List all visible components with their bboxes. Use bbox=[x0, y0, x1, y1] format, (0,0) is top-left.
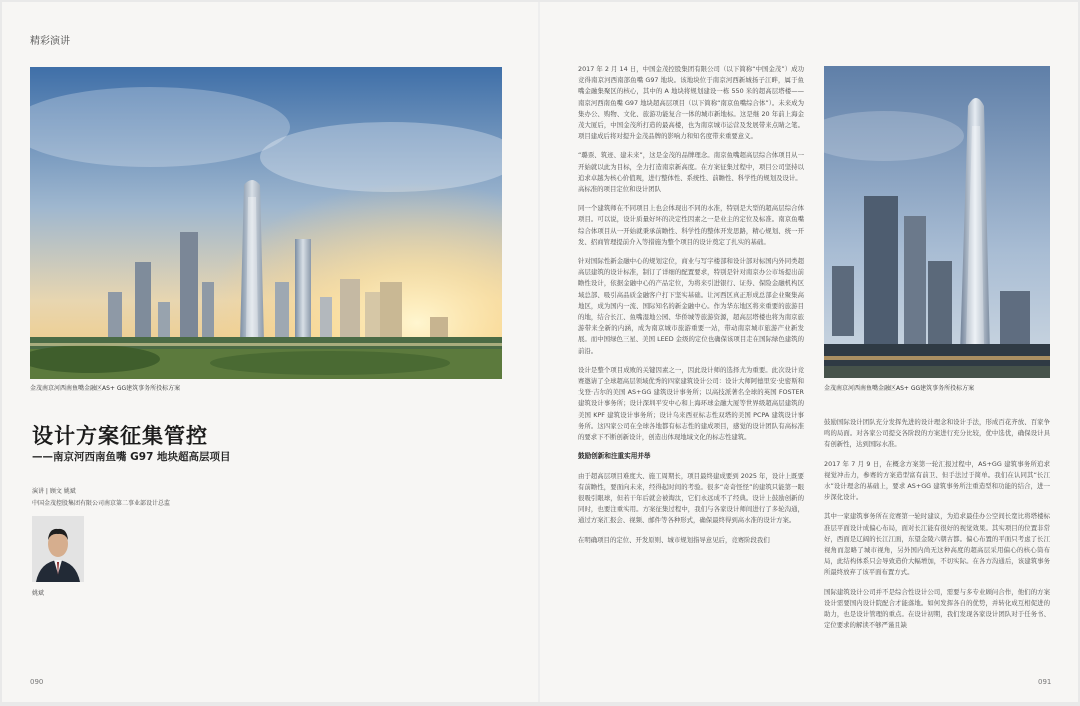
skyline-rendering-photo bbox=[30, 67, 502, 379]
paragraph: 高标准的项目定位和设计团队 bbox=[578, 185, 662, 194]
paragraph: 鼓励国际设计团队充分发挥先进的设计理念和设计手法，形成百花齐放、百家争鸣的局面。对各家公司提交各阶段的方案进行充分比较，优中选优，确保设计具有创新性，达到国际水准。 bbox=[824, 418, 1050, 449]
paragraph: 其中一家建筑事务所在竞赛第一轮时建议，为追求最佳办公空间长宽比将塔楼标准层平面设计成偏心布局，面对长江能有很好的视觉效果。其实项目的位置非常好，西面是辽阔的长江江面，东望金陵六朝古都。偏心布置的平面只考虑了长江视角而忽略了城市视角，另外国内尚无这种高度的超高层采用偏心的核心筒布局，此结构体系只会导致造价大幅增加，不切实际。在各方沟通后，该建筑事务所最终放弃了该平面布置方式。 bbox=[824, 512, 1050, 577]
left-page bbox=[2, 2, 538, 702]
paragraph: 国际建筑设计公司并不是综合性设计公司，需要与多专业顾问合作，他们的方案设计需要国内设计院配合才能落地。如何发挥各自的优势，并转化成互相促进的助力，也是设计管理的重点。在设计初期，我们发现各家设计团队对于任务书、定位要求的解读不够严谨且缺 bbox=[824, 587, 1050, 630]
paragraph: 设计是整个项目成败的关键因素之一，因此设计师的选择尤为重要。此次设计竞赛邀请了全球超高层领域优秀的四家建筑设计公司：设计大师阿德里安·史密斯和戈登·吉尔的美国 AS+GG 建筑设计事务所；以高技派著名全球的英国 FOSTER 建筑设计事务所；设计深圳平安中心和上海环球金融大厦等世界级超高层建筑的美国 KPF 建筑设计事务所；设计乌来西亚标志性双塔的美国 PCPA 建筑设计事务所。这四家公司在全球各地都有标志性的建成项目，感觉的设计团队有高标准的要求下不断创新设计，创造出体现地域文化的标志性建筑。 bbox=[578, 365, 804, 442]
speaker-name: 姚斌 bbox=[32, 590, 45, 597]
organization-line: 中国金茂控股集团有限公司南京第二事业部设计总监 bbox=[32, 500, 171, 507]
paragraph: 针对国际性新金融中心的规划定位，商业与写字楼部和设计部对标国内外同类超高层建筑的设计标准，制订了详细的配置要求，特别是针对南京办公市场提出前瞻性设计，依据金融中心的产品定位，为将来引进银行、证券、保险金融机构区域总部、吸引高品质金融客户打下坚实基础。让河西区真正形成总部企业聚集高地区，成为国内一流、国际知名的新金融中心。作为华东地区将来重要的旅游目的地，结合长江、鱼嘴湿地公园、华侨城等旅游资源，超高层塔楼也将为南京旅游带来全新的内涵，成为南京城市旅游重要一站，带动南京城市旅游产业新发展。而中国绿色三星、美国 LEED 金级的定位也确保该项目走在国际绿色建筑的前沿。 bbox=[578, 257, 804, 355]
text-column-2 bbox=[824, 417, 1050, 639]
page-number-right: 091 bbox=[1038, 678, 1052, 686]
right-page bbox=[540, 2, 1078, 702]
speaker-portrait bbox=[32, 516, 84, 582]
paragraph: 2017 年 2 月 14 日，中国金茂控股集团有限公司（以下简称“中国金茂”）成功竞得南京河西南部鱼嘴 G97 地块。该地块位于南京河西新城扬子江畔，属于鱼嘴金融集聚区的核心，其中的 A 地块将规划建设一栋 550 米的超高层塔楼——南京河西南鱼嘴 G97 地块超高层项目（以下简称“南京鱼嘴综合体”）。未来成为集办公、购物、文化、旅游功能复合一体的城市新地标。这是继 20 年前上海金茂大厦后，中国金茂所打造的最高楼，也为南京城市运营及发展带来点睛之笔。项目建成后将对提升金茂品牌的影响力和知名度带来重要意义。 bbox=[578, 65, 804, 141]
photo-caption: 金茂南京河西南鱼嘴金融区AS+ GG建筑事务所投标方案 bbox=[824, 385, 975, 392]
tower-rendering-photo bbox=[824, 66, 1050, 378]
section-label: 精彩演讲 bbox=[30, 36, 70, 47]
text-column-1 bbox=[578, 64, 804, 554]
paragraph: 同一个建筑师在不同项目上也会体现出不同的水准，特别是大型的超高层综合体项目。可以说，设计质量好坏的决定性因素之一是业主的定位及标准。南京鱼嘴综合体项目从一开始就秉承前瞻性、科学性的整体开发思路，精心规划、统一开发、招商管理提前介入等措施为整个项目的设计奠定了扎实的基础。 bbox=[578, 204, 804, 246]
paragraph: 由于超高层项目难度大、施工周期长，项目最终建成要到 2025 年，设计上既要有前瞻性，要面向未来，经得起时间的考验。很多“奇奇怪怪”的建筑只能第一眼很吸引眼球，但若干年后就会被淘汰，它们永远成不了经典。设计上鼓励创新的同时，也要注重实用。方案征集过程中，我们与各家设计师间进行了多轮沟通，通过方案汇报会、视频、邮件等各种形式，确保最终得到高水准的设计方案。 bbox=[578, 471, 804, 525]
speaker-line: 演讲 | 顾文 姚斌 bbox=[32, 488, 76, 495]
article-subtitle: ——南京河西南鱼嘴 G97 地块超高层项目 bbox=[32, 451, 231, 463]
paragraph: 2017 年 7 月 9 日，在概念方案第一轮汇报过程中，AS+GG 建筑事务所追求视觉冲击力，参赛的方案造型富有前卫、但手法过于简单。我们在认同其“长江水”设计理念的基础上，要求 AS+GG 建筑事务所注重造型和功能的结合，进一步深化设计。 bbox=[824, 459, 1050, 502]
paragraph: “璐票、筑迹、建未来”，这是金茂的品牌理念。南京鱼嘴超高层综合体项目从一开始就以此为目标，全力打造南京新高度。在方案征集过程中，项目公司坚持以追求卓越为核心价值观，进行整体性、系统性、前瞻性、科学性的规划及设计。 bbox=[578, 151, 804, 182]
section-heading: 鼓励创新和注重实用并举 bbox=[578, 452, 651, 461]
page-number-left: 090 bbox=[30, 678, 44, 686]
paragraph: 在明确项目的定位、开发原则、城市规划指导意见后，竞赛阶段我们 bbox=[578, 535, 770, 544]
photo-caption: 金茂南京河西南鱼嘴金融区AS+ GG建筑事务所投标方案 bbox=[30, 385, 181, 392]
article-title: 设计方案征集管控 bbox=[32, 424, 208, 448]
